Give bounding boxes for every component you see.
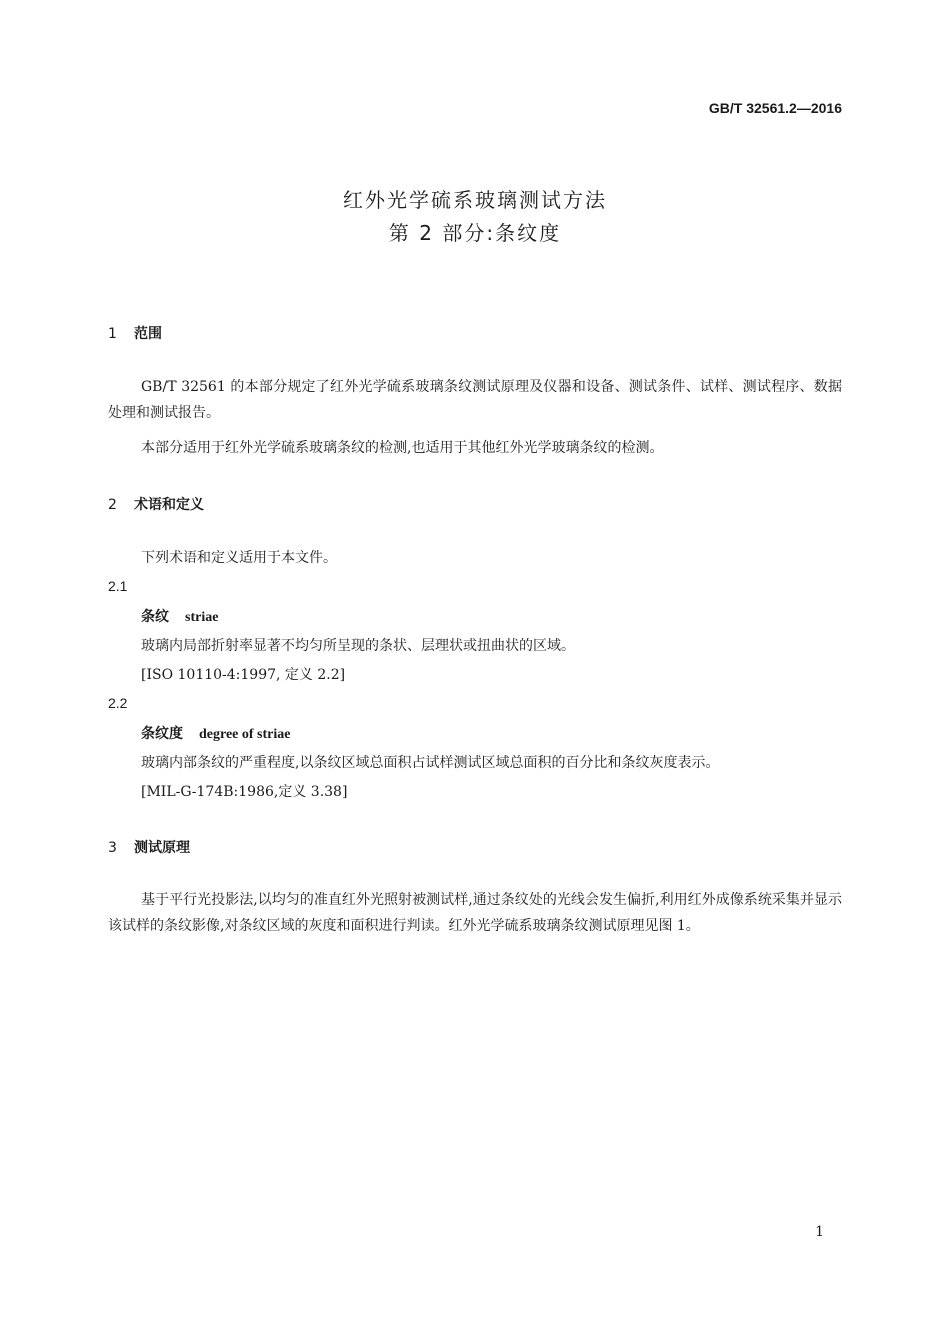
term-zh: 条纹 (141, 609, 169, 625)
document-subtitle: 第 2 部分:条纹度 (388, 221, 562, 245)
term-en: striae (185, 610, 219, 625)
page-number: 1 (815, 1224, 824, 1240)
term-zh: 条纹度 (141, 726, 183, 742)
term-striae-source: [ISO 10110-4:1997, 定义 2.2] (141, 667, 346, 683)
section-heading-scope (108, 323, 162, 343)
term-striae (141, 606, 218, 626)
term-degree-definition: 玻璃内部条纹的严重程度,以条纹区域总面积占试样测试区域总面积的百分比和条纹灰度表示。 (141, 755, 720, 771)
section-number: 1 (108, 326, 117, 342)
scope-paragraph-2: 本部分适用于红外光学硫系玻璃条纹的检测,也适用于其他红外光学玻璃条纹的检测。 (141, 440, 664, 456)
term-striae-definition: 玻璃内局部折射率显著不均匀所呈现的条状、层理状或扭曲状的区域。 (141, 638, 575, 654)
section-number: 3 (108, 840, 117, 856)
section-title: 范围 (134, 326, 162, 342)
section-heading-terms (108, 494, 204, 514)
document-title: 红外光学硫系玻璃测试方法 (343, 188, 607, 212)
section-title: 术语和定义 (134, 497, 204, 513)
term-number-2-2: 2.2 (108, 695, 128, 711)
standard-code: GB/T 32561.2—2016 (708, 100, 842, 116)
section-heading-principle (108, 837, 190, 857)
section-title: 测试原理 (134, 840, 190, 856)
term-degree-of-striae (141, 723, 290, 743)
term-degree-source: [MIL-G-174B:1986,定义 3.38] (141, 784, 348, 800)
principle-paragraph: 基于平行光投影法,以均匀的准直红外光照射被测试样,通过条纹处的光线会发生偏折,利用红外成像系统采集并显示该试样的条纹影像,对条纹区域的灰度和面积进行判读。红外光学硫系玻璃条纹测试原理见图 1。 (108, 892, 842, 934)
term-number-2-1: 2.1 (108, 578, 128, 594)
scope-paragraph-1: GB/T 32561 的本部分规定了红外光学硫系玻璃条纹测试原理及仪器和设备、测试条件、试样、测试程序、数据处理和测试报告。 (108, 379, 842, 421)
term-en: degree of striae (199, 727, 291, 742)
section-number: 2 (108, 497, 117, 513)
terms-intro: 下列术语和定义适用于本文件。 (141, 550, 337, 566)
